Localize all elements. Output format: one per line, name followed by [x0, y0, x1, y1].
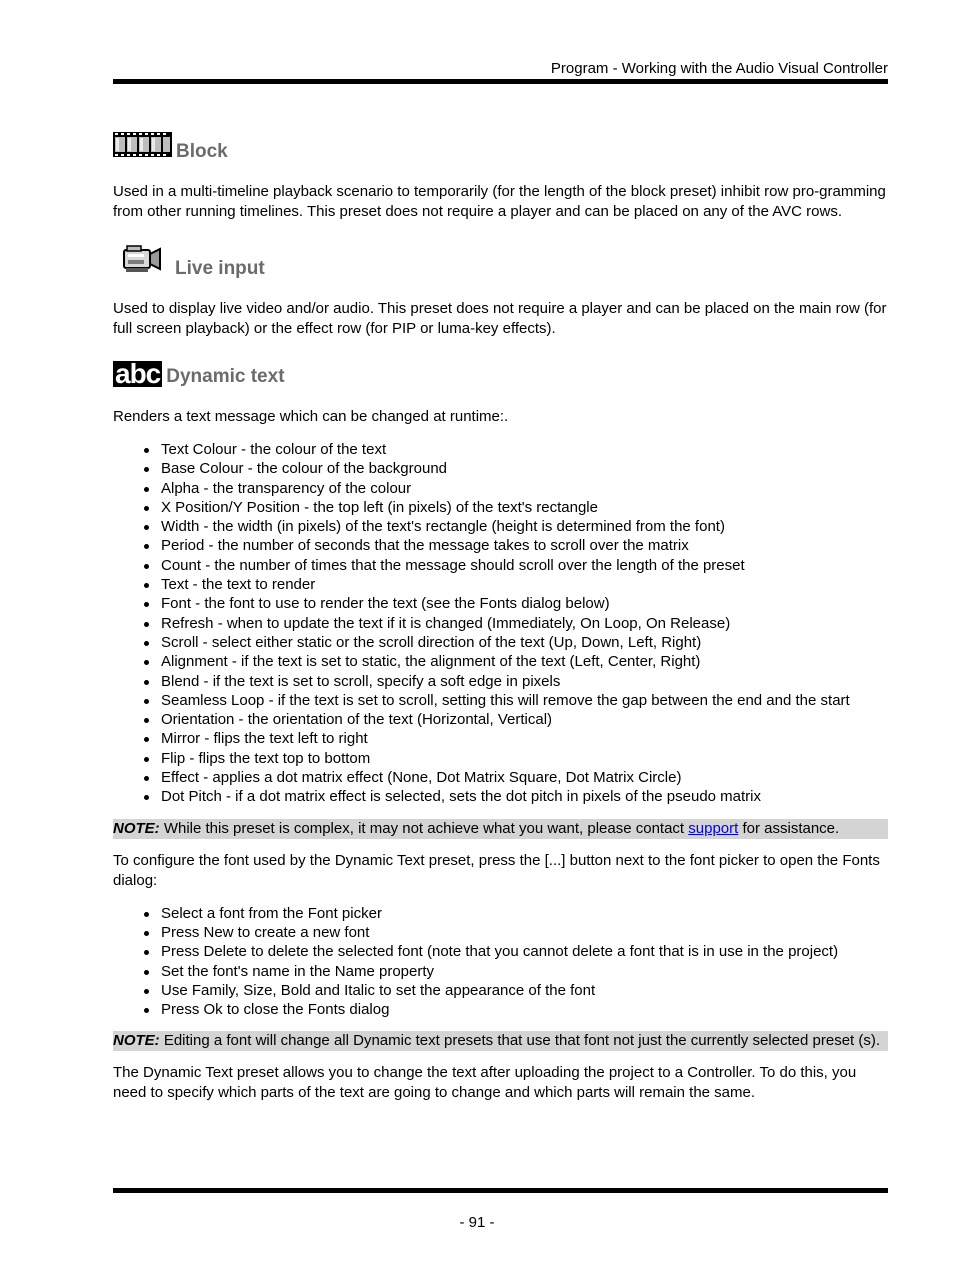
- list-item: Count - the number of times that the message should scroll over the length of the preset: [161, 556, 888, 575]
- list-item: Dot Pitch - if a dot matrix effect is selected, sets the dot pitch in pixels of the pseudo matrix: [161, 787, 888, 806]
- section-live-input: [113, 244, 888, 339]
- camera-icon: [123, 244, 161, 279]
- list-item: Press New to create a new font: [161, 923, 888, 942]
- page-number: - 91 -: [459, 1214, 495, 1231]
- note-text: While this preset is complex, it may not achieve what you want, please contact: [159, 819, 689, 837]
- dynamic-text-closing: The Dynamic Text preset allows you to change the text after uploading the project to a Controller. To do this, you need to specify which parts of the text are going to change and which parts will remain the same.: [113, 1064, 857, 1102]
- list-item: Use Family, Size, Bold and Italic to set the appearance of the font: [161, 981, 888, 1000]
- note-font-edit: [113, 1031, 888, 1051]
- heading-live-input-label: Live input: [175, 258, 265, 279]
- abc-text-icon: abc: [115, 358, 161, 389]
- list-item: Period - the number of seconds that the message takes to scroll over the matrix: [161, 536, 888, 555]
- heading-dynamic-text: [113, 358, 888, 389]
- heading-dynamic-text-label: Dynamic text: [166, 366, 285, 387]
- list-item: X Position/Y Position - the top left (in pixels) of the text's rectangle: [161, 498, 888, 517]
- list-item: Width - the width (in pixels) of the text's rectangle (height is determined from the font): [161, 517, 888, 536]
- film-strip-icon: [113, 132, 172, 162]
- note-complex-preset: [113, 819, 888, 839]
- page-header: Program - Working with the Audio Visual Controller: [550, 60, 888, 77]
- list-item: Effect - applies a dot matrix effect (None, Dot Matrix Square, Dot Matrix Circle): [161, 768, 888, 787]
- list-item: Text Colour - the colour of the text: [161, 440, 888, 459]
- block-description: Used in a multi-timeline playback scenario to temporarily (for the length of the block preset) inhibit row pro-gramming from other running timelines. This preset does not require a player and can be placed on any of the AVC rows.: [113, 183, 886, 220]
- list-item: Base Colour - the colour of the background: [161, 459, 888, 478]
- list-item: Seamless Loop - if the text is set to scroll, setting this will remove the gap between the end and the start: [161, 691, 888, 710]
- section-block: [113, 132, 888, 222]
- live-input-description: Used to display live video and/or audio. This preset does not require a player and can be placed on the main row (for full screen playback) or the effect row (for PIP or luma-key effects).: [113, 300, 887, 337]
- footer-rule: [113, 1188, 888, 1193]
- note-label: NOTE:: [113, 1032, 160, 1050]
- dynamic-text-intro: Renders a text message which can be changed at runtime:.: [113, 408, 509, 425]
- list-item: Refresh - when to update the text if it is changed (Immediately, On Loop, On Release): [161, 614, 888, 633]
- list-item: Press Ok to close the Fonts dialog: [161, 1000, 888, 1019]
- section-dynamic-text: [113, 358, 888, 1103]
- list-item: Orientation - the orientation of the text (Horizontal, Vertical): [161, 710, 888, 729]
- list-item: Alpha - the transparency of the colour: [161, 479, 888, 498]
- list-item: Mirror - flips the text left to right: [161, 729, 888, 748]
- list-item: Font - the font to use to render the text (see the Fonts dialog below): [161, 594, 888, 613]
- list-item: Press Delete to delete the selected font (note that you cannot delete a font that is in use in the project): [161, 942, 888, 961]
- note-text-end: for assistance.: [738, 819, 840, 837]
- list-item: Text - the text to render: [161, 575, 888, 594]
- list-item: Blend - if the text is set to scroll, specify a soft edge in pixels: [161, 672, 888, 691]
- list-item: Flip - flips the text top to bottom: [161, 749, 888, 768]
- list-item: Set the font's name in the Name property: [161, 962, 888, 981]
- page-content: [113, 130, 888, 1103]
- header-rule: [113, 79, 888, 84]
- list-item: Alignment - if the text is set to static, the alignment of the text (Left, Center, Right): [161, 652, 888, 671]
- font-config-intro: To configure the font used by the Dynamic Text preset, press the [...] button next to the font picker to open the Fonts dialog:: [113, 851, 880, 889]
- support-link[interactable]: support: [688, 819, 739, 837]
- list-item: Select a font from the Font picker: [161, 904, 888, 923]
- note-label: NOTE:: [113, 819, 160, 837]
- note-text: Editing a font will change all Dynamic text presets that use that font not just the currently selected preset (s).: [159, 1032, 881, 1050]
- heading-block-label: Block: [176, 141, 228, 162]
- heading-live-input: [113, 244, 888, 279]
- dynamic-text-properties-list: [113, 440, 888, 807]
- heading-block: [113, 132, 888, 162]
- list-item: Scroll - select either static or the scroll direction of the text (Up, Down, Left, Right): [161, 633, 888, 652]
- fonts-dialog-steps-list: [113, 904, 888, 1020]
